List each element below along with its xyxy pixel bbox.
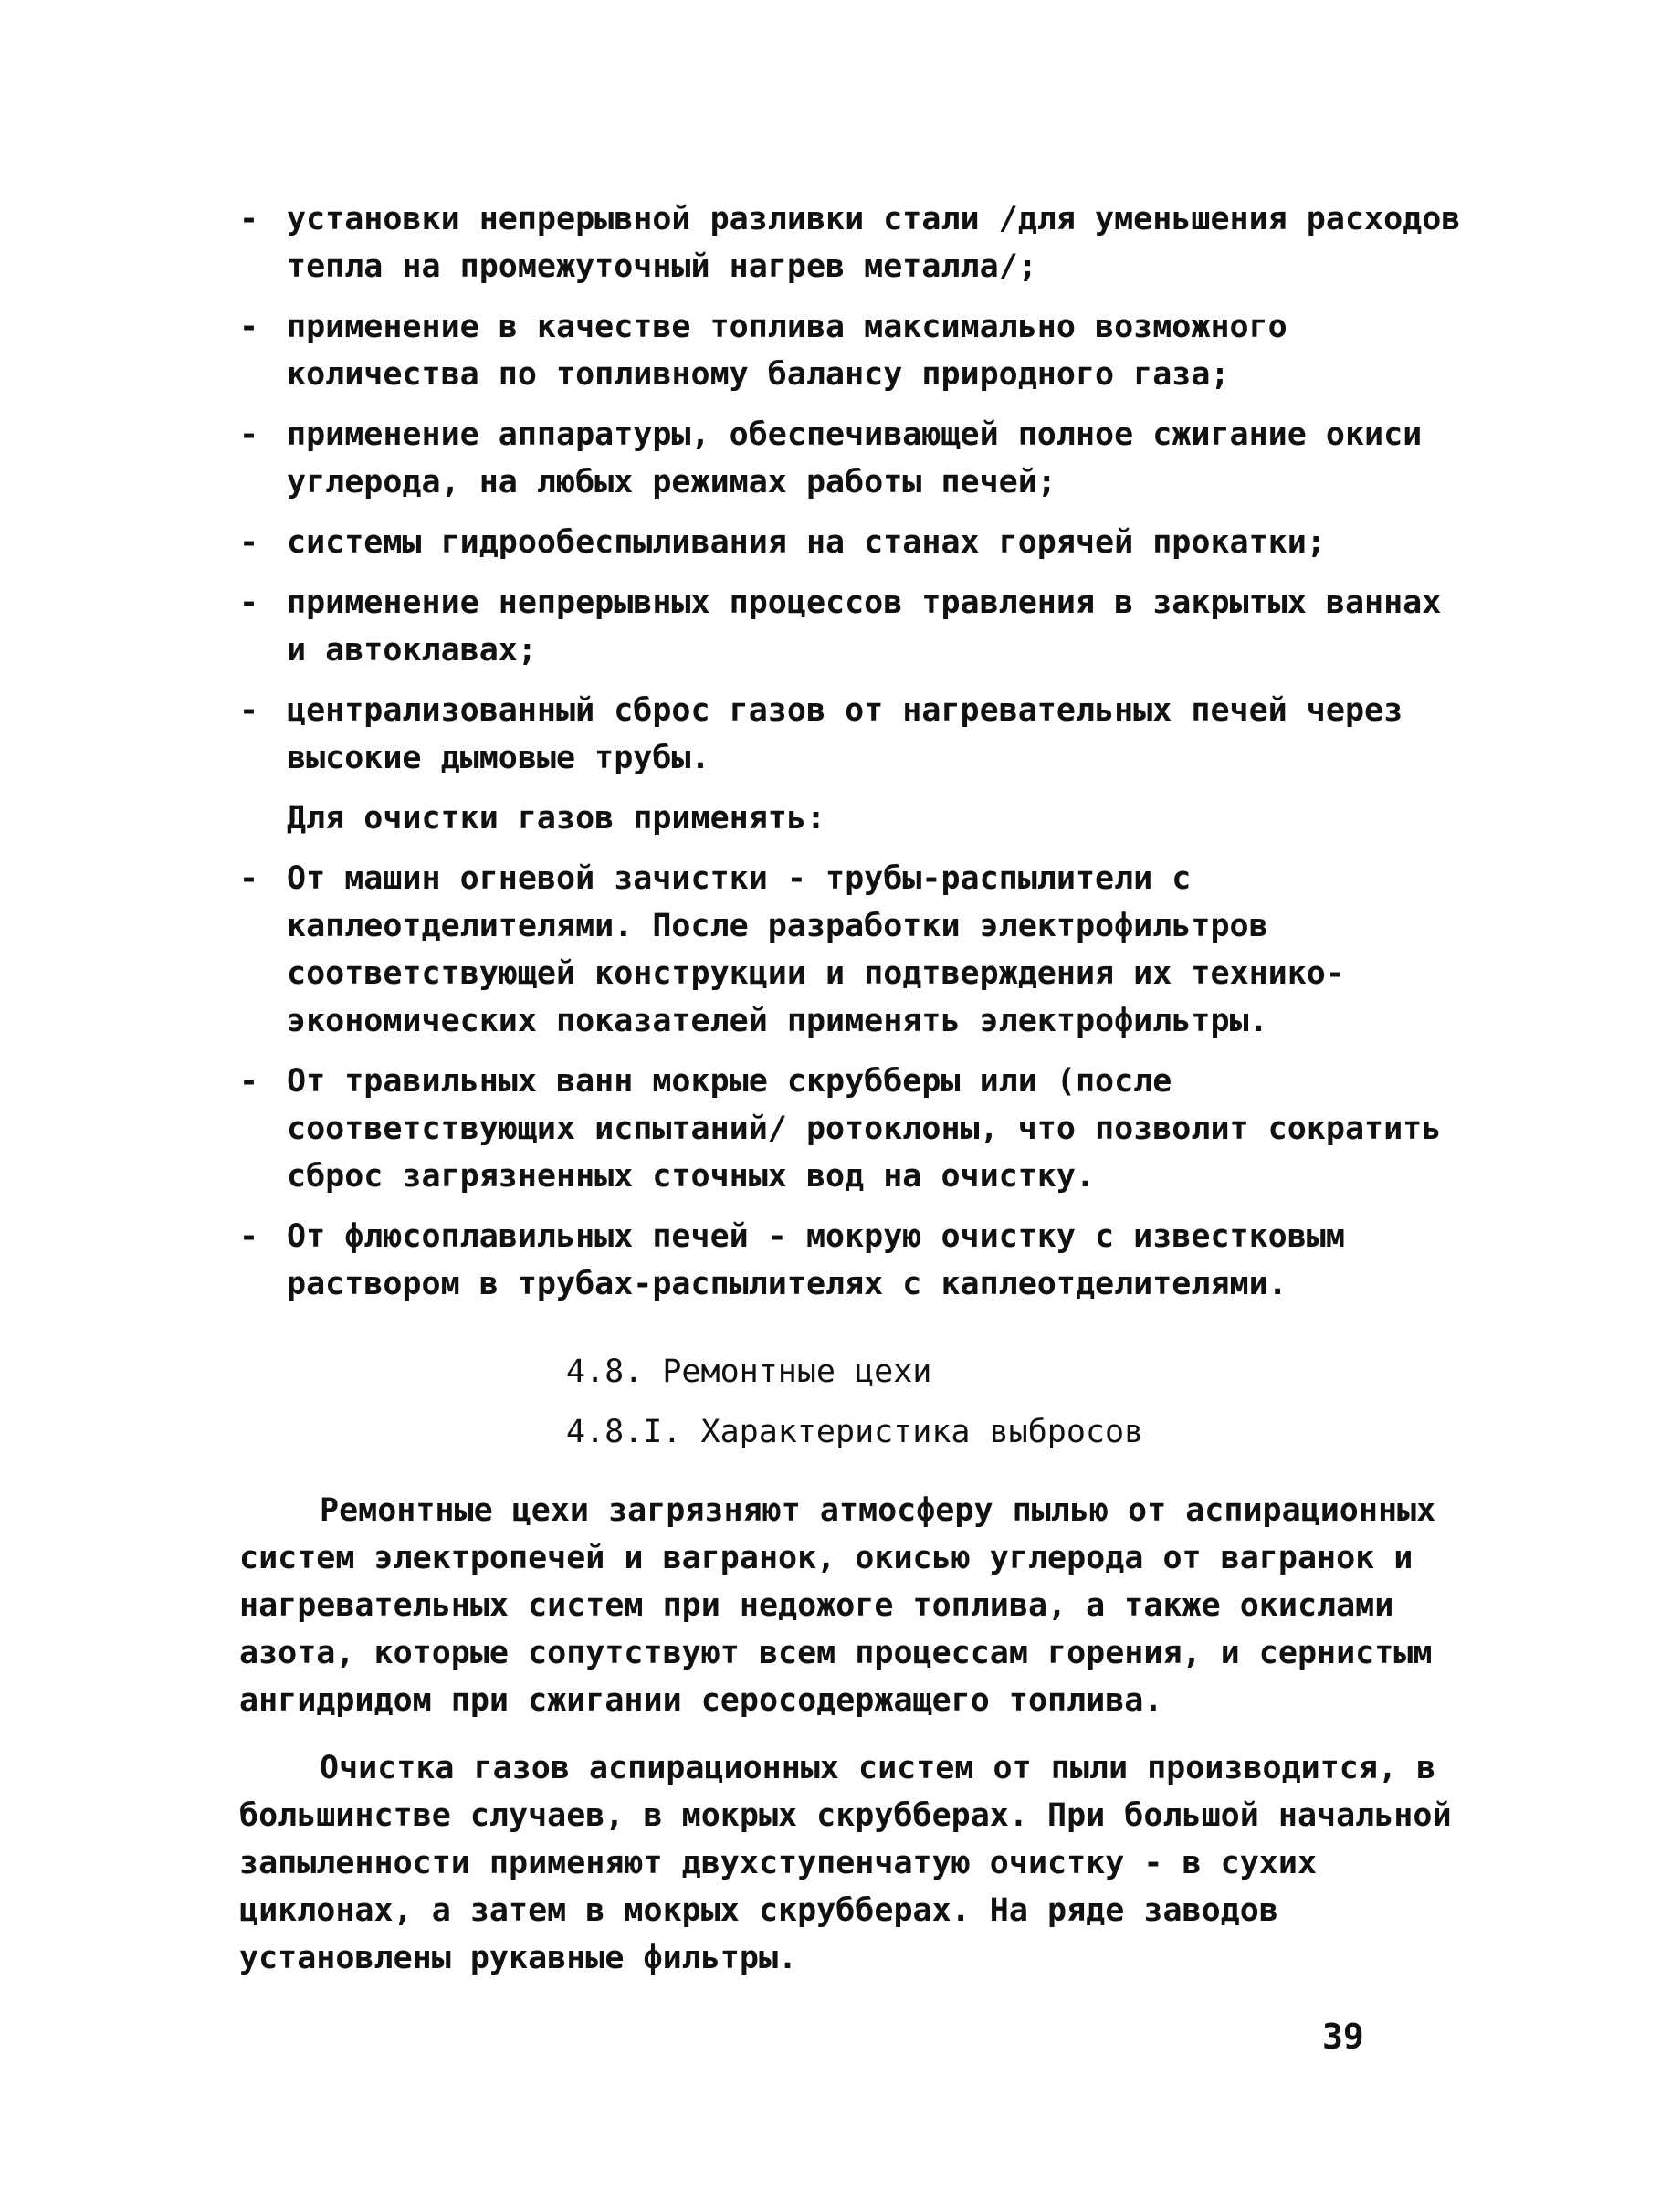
page-number: 39	[1322, 2017, 1364, 2057]
bullet-dash: -	[239, 860, 259, 897]
list-item-text: применение непрерывных процессов травления в закрытых ваннах и автоклавах;	[287, 585, 1442, 669]
list-item-text: От травильных ванн мокрые скрубберы или (после соответствующих испытаний/ ротоклоны, что позволит сократить сброс загрязненных сточных вод на очистку.	[287, 1063, 1442, 1195]
bullet-dash: -	[239, 416, 259, 453]
list-item	[239, 1213, 1463, 1308]
bullet-list-bottom	[239, 855, 1463, 1308]
list-item	[239, 411, 1463, 506]
bullet-dash: -	[239, 692, 259, 729]
list-item	[239, 195, 1463, 290]
bullet-dash: -	[239, 524, 259, 561]
bullet-dash: -	[239, 201, 259, 237]
section-headings	[239, 1348, 1463, 1456]
list-item-text: установки непрерывной разливки стали /для уменьшения расходов тепла на промежуточный нагрев металла/;	[287, 201, 1461, 285]
list-item-text: применение в качестве топлива максимально возможного количества по топливному балансу природного газа;	[287, 309, 1287, 393]
bullet-dash: -	[239, 585, 259, 621]
list-item	[239, 687, 1463, 782]
bullet-dash: -	[239, 1063, 259, 1100]
subsection-heading: 4.8.I. Характеристика выбросов	[566, 1414, 1144, 1450]
list-item	[239, 1058, 1463, 1200]
list-item-text: От машин огневой зачистки - трубы-распылители с каплеотделителями. После разработки электрофильтров соответствующей конструкции и подтверждения их технико-экономических показателей применять электрофильтры.	[287, 860, 1345, 1039]
bullet-list-top	[239, 195, 1463, 782]
list-item-text: применение аппаратуры, обеспечивающей полное сжигание окиси углерода, на любых режимах работы печей;	[287, 416, 1423, 500]
list-item-text: системы гидрообеспыливания на станах горячей прокатки;	[287, 524, 1326, 561]
page-content	[239, 195, 1463, 2002]
paragraph: Ремонтные цехи загрязняют атмосферу пылью от аспирационных систем электропечей и вагранок, окисью углерода от вагранок и нагревательных систем при недожоге топлива, а также окислами азота, которые сопутствуют всем процессам горения, и сернистым ангидридом при сжигании серосодержащего топлива.	[239, 1492, 1436, 1719]
bullet-dash: -	[239, 1218, 259, 1255]
list-item-text: централизованный сброс газов от нагревательных печей через высокие дымовые трубы.	[287, 692, 1403, 776]
list-item	[239, 303, 1463, 398]
list-item	[239, 519, 1463, 566]
cleaning-intro: Для очистки газов применять:	[287, 800, 826, 837]
list-item	[239, 579, 1463, 674]
list-item-text: От флюсоплавильных печей - мокрую очистку с известковым раствором в трубах-распылителях с каплеотделителями.	[287, 1218, 1345, 1302]
list-item	[239, 855, 1463, 1045]
paragraph: Очистка газов аспирационных систем от пыли производится, в большинстве случаев, в мокрых скрубберах. При большой начальной запыленности применяют двухступенчатую очистку - в сухих циклонах, а затем в мокрых скрубберах. На ряде заводов установлены рукавные фильтры.	[239, 1750, 1452, 1976]
section-heading: 4.8. Ремонтные цехи	[566, 1354, 932, 1390]
bullet-dash: -	[239, 309, 259, 345]
